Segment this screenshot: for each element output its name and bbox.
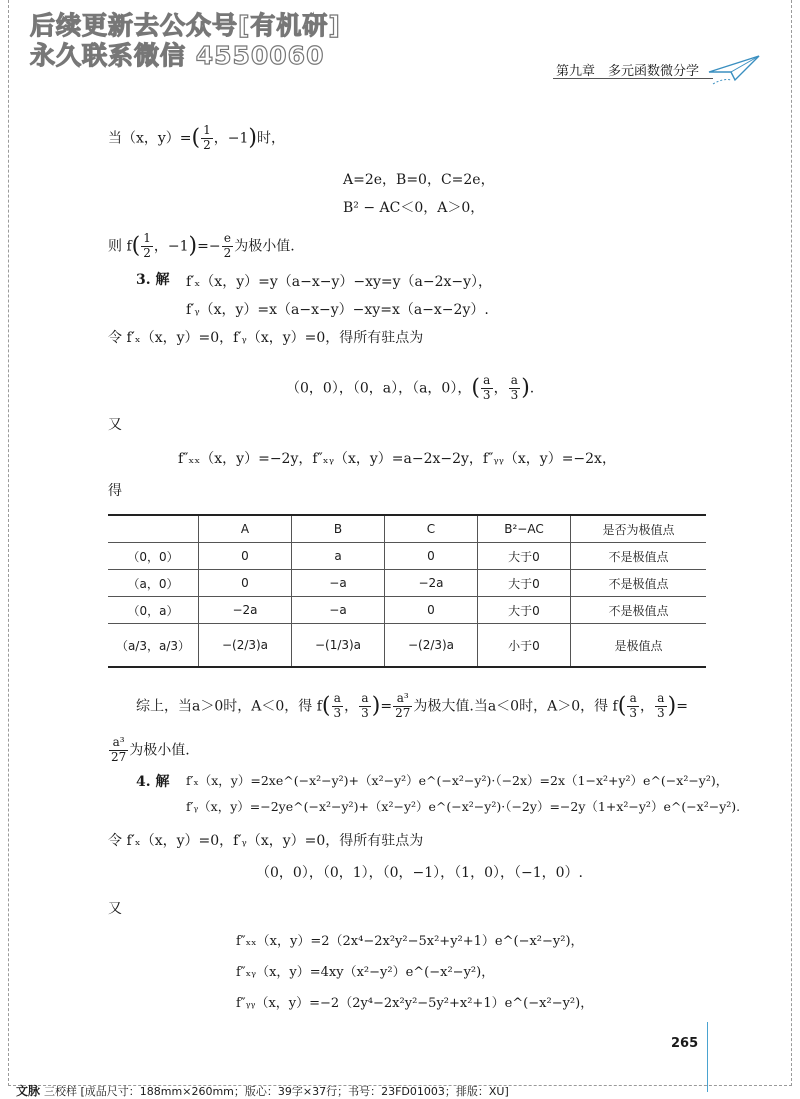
s4-fy: f′ᵧ（x，y）=−2ye^(−x²−y²)+（x²−y²）e^(−x²−y²)·（−2y）=−2y（1+x²−y²）e^(−x²−y²). <box>186 799 741 814</box>
fraction-half: $\frac{1}{2}$ <box>203 123 211 152</box>
s3-let-line: 令 f′ₓ（x，y）=0，f′ᵧ（x，y）=0，得所有驻点为 <box>108 330 424 346</box>
abc-values <box>343 169 495 225</box>
s4-second-derivatives <box>236 930 593 1019</box>
table-cell: （a/3，a/3） <box>108 624 199 668</box>
table-cell: −a <box>292 597 385 624</box>
summary-line-2: $\frac{\text{a³}}{27}$ 为极小值. <box>111 735 190 764</box>
watermark-line-1: 后续更新去公众号[有机研] <box>30 11 341 40</box>
print-footer <box>16 1082 509 1099</box>
s3-second-derivatives: f″ₓₓ（x，y）=−2y，f″ₓᵧ（x，y）=a−2x−2y，f″ᵧᵧ（x，y）=−2x， <box>178 451 616 467</box>
table-cell: 大于0 <box>478 597 571 624</box>
table-cell: 不是极值点 <box>571 543 707 570</box>
eq-delta: B² − AC＜0，A＞0， <box>343 200 485 216</box>
table-header-row <box>108 515 706 543</box>
solution-3-label: 3. 解 <box>136 272 170 288</box>
again-label-2: 又 <box>108 901 122 917</box>
table-cell: 是极值点 <box>571 624 707 668</box>
table-header: 是否为极值点 <box>571 515 707 543</box>
table-row <box>108 543 706 570</box>
table-header: A <box>199 515 292 543</box>
table-cell: −(2/3)a <box>199 624 292 668</box>
table-cell: 0 <box>385 597 478 624</box>
solution-3-partials <box>186 271 492 327</box>
table-cell: 不是极值点 <box>571 597 707 624</box>
table-header: C <box>385 515 478 543</box>
s3-stationary-points: （0，0），（0，a），（a，0），( $\frac{a}{3}$ ， $\frac{a}{3}$ ). <box>286 373 535 402</box>
paper-plane-icon <box>705 50 765 90</box>
table-cell: −2a <box>199 597 292 624</box>
table-cell: 0 <box>199 543 292 570</box>
extrema-table <box>108 514 706 668</box>
again-label-1: 又 <box>108 417 122 433</box>
footer-info: 三校样 [成品尺寸：188mm×260mm；版心：39字×37行；书号：23FD01003；排版：XU] <box>44 1085 509 1098</box>
table-row <box>108 597 706 624</box>
table-cell: a <box>292 543 385 570</box>
table-cell: 小于0 <box>478 624 571 668</box>
table-cell: 不是极值点 <box>571 570 707 597</box>
table-cell: 大于0 <box>478 543 571 570</box>
s4-fx: f′ₓ（x，y）=2xe^(−x²−y²)+（x²−y²）e^(−x²−y²)·（−2x）=2x（1−x²+y²）e^(−x²−y²)， <box>186 773 729 788</box>
solution-4-label: 4. 解 <box>136 774 170 790</box>
summary-line-1: 综上，当a＞0时，A＜0，得 f( $\frac{a}{3}$ ， $\frac{a}{3}$ )= $\frac{\text{a³}}{27}$ 为极大值.当a＜0时，A＞0，得 f( $\frac{a}{3}$ ， $\frac{a}{3}$ )= <box>136 691 688 720</box>
when-line: 当（x，y）=( $\frac{1}{2}$ ，−1)时， <box>108 123 286 152</box>
page-border-left <box>8 0 9 1086</box>
table-cell: −a <box>292 570 385 597</box>
chapter-rule <box>553 78 713 79</box>
s4-let-line: 令 f′ₓ（x，y）=0，f′ᵧ（x，y）=0，得所有驻点为 <box>108 833 424 849</box>
table-row <box>108 624 706 668</box>
table-cell: −2a <box>385 570 478 597</box>
table-cell: −(2/3)a <box>385 624 478 668</box>
table-cell: （0，0） <box>108 543 199 570</box>
table-header: B²−AC <box>478 515 571 543</box>
table-cell: （0，a） <box>108 597 199 624</box>
eq-abc: A=2e，B=0，C=2e， <box>343 172 495 188</box>
s4-stationary-points: （0，0），（0，1），（0，−1），（1，0），（−1，0）. <box>256 865 583 881</box>
then-line: 则 f( $\frac{1}{2}$ ，−1)=− $\frac{e}{2}$ 为极小值. <box>108 231 295 260</box>
s4-fyy: f″ᵧᵧ（x，y）=−2（2y⁴−2x²y²−5y²+x²+1）e^(−x²−y²)， <box>236 996 594 1011</box>
s4-fxx: f″ₓₓ（x，y）=2（2x⁴−2x²y²−5x²+y²+1）e^(−x²−y²)， <box>236 934 584 949</box>
table-header <box>108 515 199 543</box>
s3-fx: f′ₓ（x，y）=y（a−x−y）−xy=y（a−2x−y）， <box>186 274 493 290</box>
solution-4-partials <box>186 771 740 823</box>
table-cell: 大于0 <box>478 570 571 597</box>
footer-brand: 文脉 <box>16 1084 41 1098</box>
s3-fy: f′ᵧ（x，y）=x（a−x−y）−xy=x（a−x−2y）. <box>186 302 489 318</box>
chapter-title: 第九章 多元函数微分学 <box>556 64 700 79</box>
table-cell: （a，0） <box>108 570 199 597</box>
obtain-label: 得 <box>108 483 122 499</box>
table-cell: −(1/3)a <box>292 624 385 668</box>
s4-fxy: f″ₓᵧ（x，y）=4xy（x²−y²）e^(−x²−y²)， <box>236 965 495 980</box>
table-header: B <box>292 515 385 543</box>
table-row <box>108 570 706 597</box>
watermark-line-2: 永久联系微信 4550060 <box>30 41 325 70</box>
table-cell: 0 <box>385 543 478 570</box>
page-number-rule <box>707 1022 708 1092</box>
page-border-right <box>791 0 792 1086</box>
table-cell: 0 <box>199 570 292 597</box>
page-number: 265 <box>671 1036 699 1051</box>
